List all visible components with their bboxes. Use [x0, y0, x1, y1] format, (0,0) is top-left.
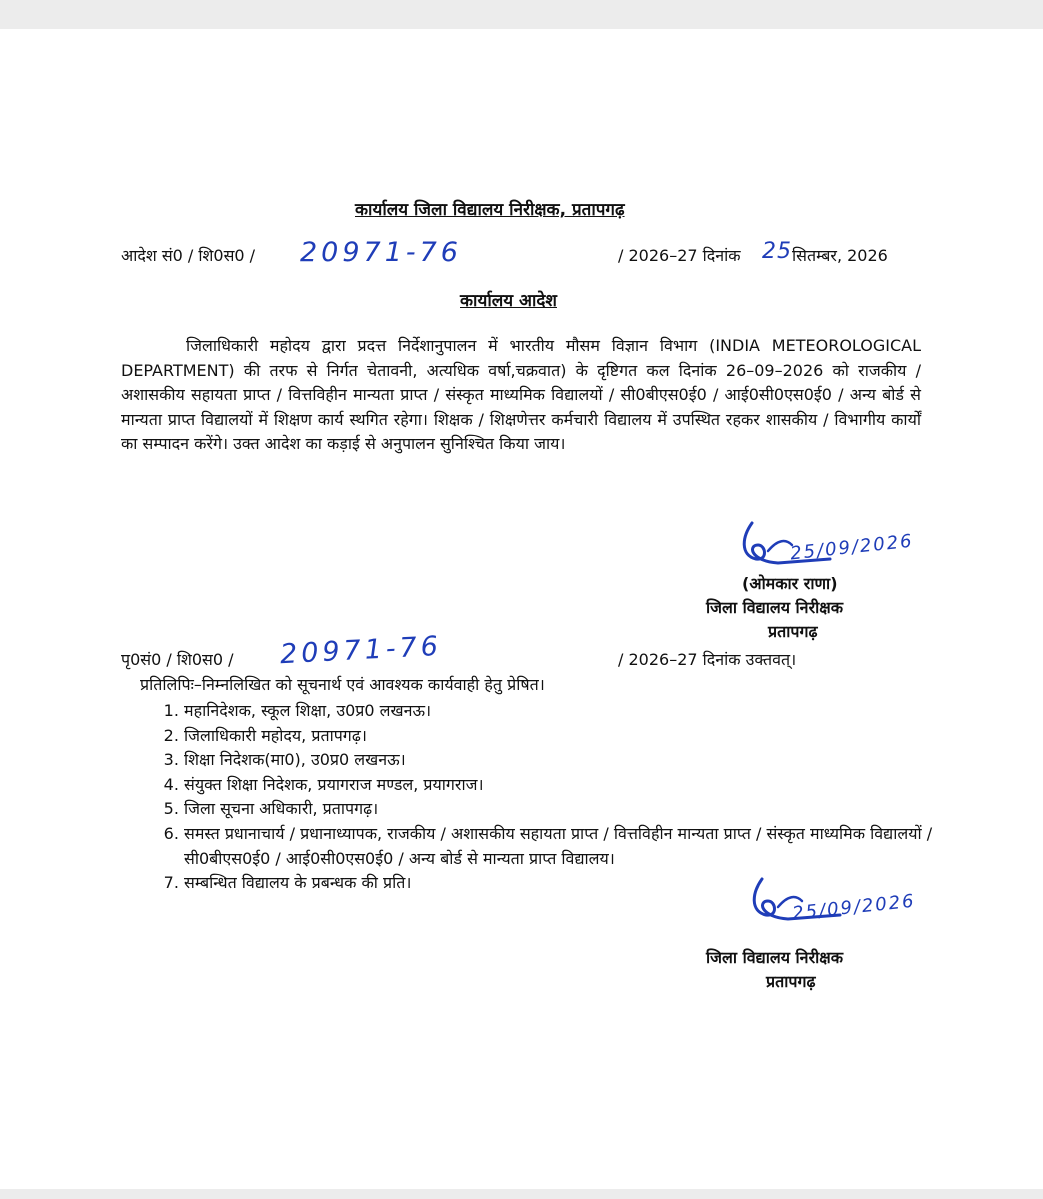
signature-1-name: (ओमकार राणा) — [742, 574, 838, 593]
signature-1-date: 25/09/2026 — [789, 530, 915, 565]
order-ref-suffix: / 2026–27 दिनांक — [618, 246, 741, 265]
list-item: 7. सम्बन्धित विद्यालय के प्रबन्धक की प्रति। — [184, 871, 974, 896]
document-page — [0, 29, 1043, 1189]
list-item: 6. समस्त प्रधानाचार्य / प्रधानाध्यापक, राजकीय / अशासकीय सहायता प्राप्त / वित्तविहीन मान्यता प्राप्त / संस्कृत माध्यमिक विद्यालयों / सी0बीएस0ई0 / आई0सी0एस0ई0 / अन्य बोर्ड से मान्यता प्राप्त विद्यालय। — [184, 822, 974, 871]
order-ref-handwritten-number: 20971-76 — [300, 237, 462, 268]
list-item: 3. शिक्षा निदेशक(मा0), उ0प्र0 लखनऊ। — [184, 748, 974, 773]
order-title: कार्यालय आदेश — [460, 291, 557, 311]
signature-2-designation: जिला विद्यालय निरीक्षक — [706, 948, 844, 967]
order-ref-prefix: आदेश सं0 / शि0स0 / — [121, 246, 256, 265]
copy-ref-prefix: पृ0सं0 / शि0स0 / — [121, 650, 234, 669]
order-ref-handwritten-day: 25 — [762, 239, 792, 264]
signature-2-date: 25/09/2026 — [791, 890, 917, 925]
signature-1-place: प्रतापगढ़ — [768, 622, 818, 641]
list-item: 4. संयुक्त शिक्षा निदेशक, प्रयागराज मण्डल, प्रयागराज। — [184, 773, 974, 798]
copy-intro: प्रतिलिपिः–निम्नलिखित को सूचनार्थ एवं आवश्यक कार्यवाही हेतु प्रेषित। — [140, 675, 545, 694]
copy-ref-suffix: / 2026–27 दिनांक उक्तवत्। — [618, 650, 797, 669]
signature-2-place: प्रतापगढ़ — [766, 972, 816, 991]
list-item: 2. जिलाधिकारी महोदय, प्रतापगढ़। — [184, 724, 974, 749]
order-ref-month-year: सितम्बर, 2026 — [792, 246, 888, 265]
signature-1-designation: जिला विद्यालय निरीक्षक — [706, 598, 844, 617]
copy-list — [121, 699, 974, 896]
order-body: जिलाधिकारी महोदय द्वारा प्रदत्त निर्देशानुपालन में भारतीय मौसम विज्ञान विभाग (INDIA METEOROLOGICAL DEPARTMENT) की तरफ से निर्गत चेतावनी, अत्यधिक वर्षा,चक्रवात) के दृष्टिगत कल दिनांक 26–09–2026 को राजकीय / अशासकीय सहायता प्राप्त / वित्तविहीन मान्यता प्राप्त / संस्कृत माध्यमिक विद्यालयों / सी0बीएस0ई0 / आई0सी0एस0ई0 / अन्य बोर्ड से मान्यता प्राप्त विद्यालयों में शिक्षण कार्य स्थगित रहेगा। शिक्षक / शिक्षणेत्तर कर्मचारी विद्यालय में उपस्थित रहकर शासकीय / विभागीय कार्यों का सम्पादन करेंगे। उक्त आदेश का कड़ाई से अनुपालन सुनिश्चित किया जाय। — [121, 336, 921, 454]
office-heading: कार्यालय जिला विद्यालय निरीक्षक, प्रतापगढ़ — [355, 200, 625, 220]
list-item: 1. महानिदेशक, स्कूल शिक्षा, उ0प्र0 लखनऊ। — [184, 699, 974, 724]
copy-ref-handwritten-number: 20971-76 — [279, 630, 443, 671]
list-item: 5. जिला सूचना अधिकारी, प्रतापगढ़। — [184, 797, 974, 822]
